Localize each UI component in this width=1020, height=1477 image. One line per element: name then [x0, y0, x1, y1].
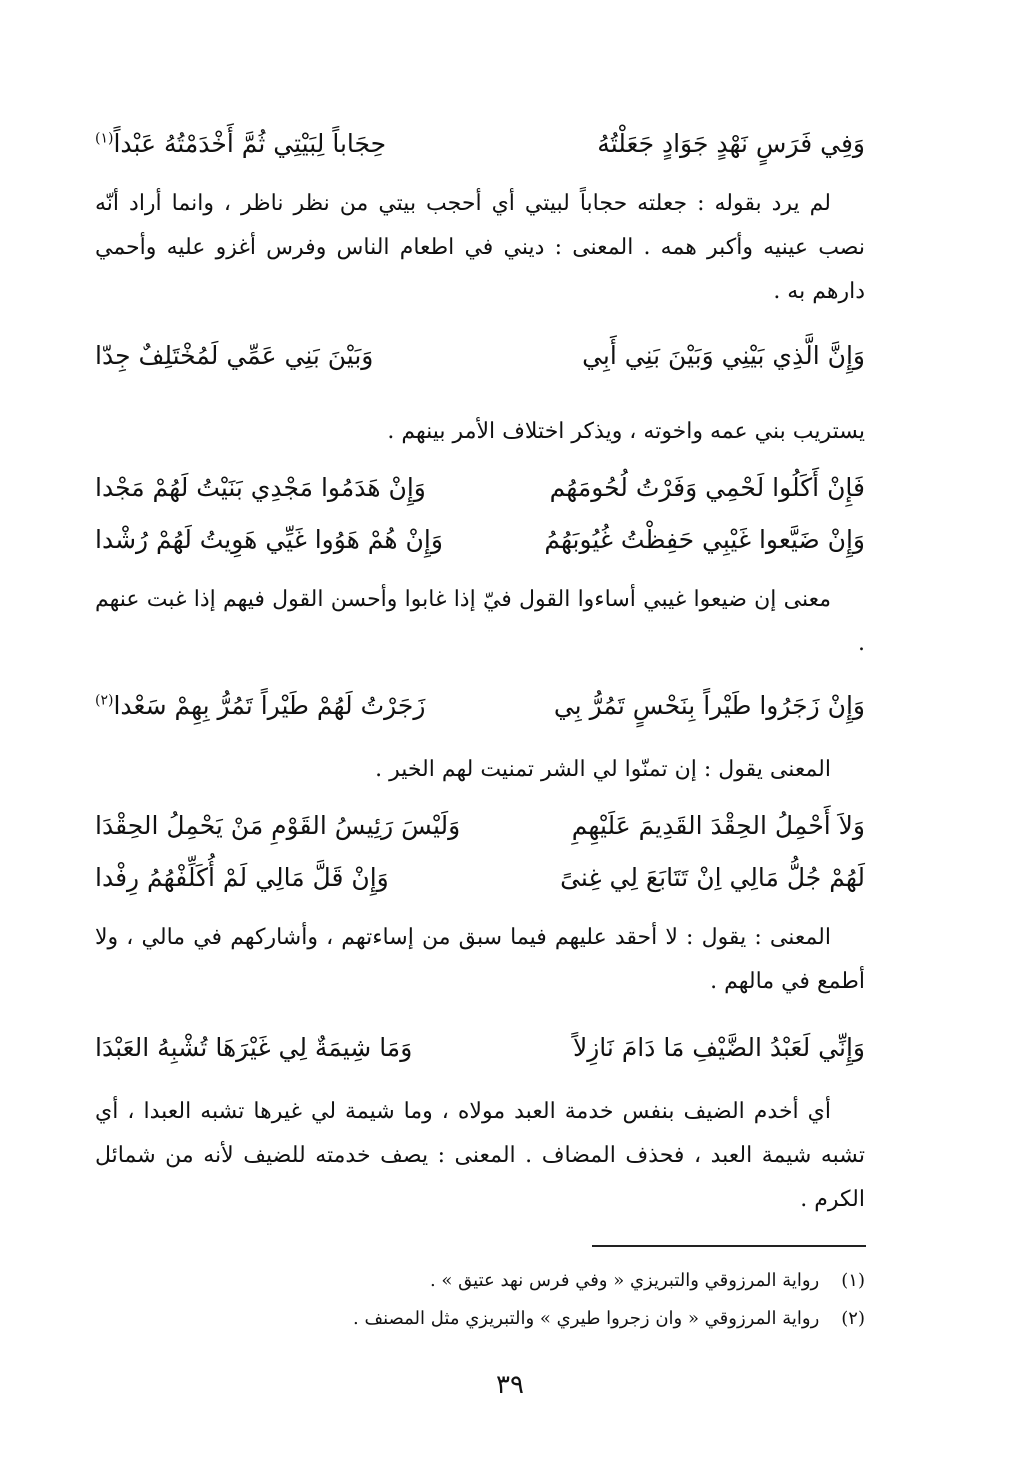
verse-line — [95, 514, 865, 566]
verse-block-1 — [95, 118, 865, 170]
commentary-paragraph: المعنى يقول : إن تمنّوا لي الشر تمنيت لهم الخير . — [375, 757, 831, 782]
verse-line — [95, 800, 865, 852]
verse-block-6 — [95, 800, 865, 904]
footnote-text: رواية المرزوقي « وان زجروا طيري » والتبريزي مثل المصنف . — [353, 1308, 820, 1329]
footnote-number: (٢) — [841, 1308, 865, 1329]
verse-first-hemistich: وَإِنَّ الَّذِي بَيْنِي وَبَيْنَ بَنِي أَبِي — [582, 341, 865, 370]
verse-second-hemistich — [95, 680, 425, 732]
verse-first-hemistich: وَإِنِّي لَعَبْدُ الضَّيْفِ مَا دَامَ نَازِلاً — [572, 1033, 865, 1062]
footnotes — [95, 1262, 865, 1338]
verse-second-hemistich: وَإِنْ قَلَّ مَالِي لَمْ أُكَلِّفْهُمُ رِفْدا — [95, 863, 389, 892]
footnote-item — [95, 1300, 865, 1338]
verse-second-text: حِجَاباً لِبَيْتِي ثُمَّ أَخْدَمْتُهُ عَبْداً — [113, 129, 387, 158]
verse-second-hemistich: وَإِنْ هَدَمُوا مَجْدِي بَنَيْتُ لَهُمْ مَجْدا — [95, 473, 426, 502]
verse-second-hemistich — [95, 118, 386, 170]
commentary-paragraph: المعنى : يقول : لا أحقد عليهم فيما سبق من إساءتهم ، وأشاركهم في مالي ، ولا أطمع في مالهم . — [95, 925, 865, 994]
verse-first-hemistich: وَإِنْ ضَيَّعوا غَيْبِي حَفِظْتُ غُيُوبَهُمُ — [544, 525, 865, 554]
commentary-paragraph: معنى إن ضيعوا غيبي أساءوا القول فيّ إذا غابوا وأحسن القول فيهم إذا غبت عنهم . — [95, 587, 865, 656]
page-number: ٣٩ — [496, 1370, 524, 1400]
verse-line — [95, 462, 865, 514]
commentary-block-3 — [95, 578, 865, 666]
verse-first-hemistich: وَلاَ أَحْمِلُ الحِقْدَ القَدِيمَ عَلَيْهِمِ — [571, 811, 865, 840]
verse-first-hemistich: وَإِنْ زَجَرُوا طَيْراً بِنَحْسٍ تَمُرُّ بِي — [553, 691, 865, 720]
verse-second-hemistich: وَلَيْسَ رَئِيسُ القَوْمِ مَنْ يَحْمِلُ الحِقْدَا — [95, 811, 461, 840]
verse-block-5 — [95, 680, 865, 732]
verse-second-hemistich: وَمَا شِيمَةٌ لِي غَيْرَهَا تُشْبِهُ العَبْدَا — [95, 1033, 413, 1062]
verse-block-8 — [95, 1022, 865, 1074]
commentary-block-1 — [95, 182, 865, 314]
verse-line — [95, 680, 865, 732]
verse-line — [95, 1022, 865, 1074]
verse-first-hemistich: فَإِنْ أَكَلُوا لَحْمِي وَفَرْتُ لُحُومَهُم — [549, 473, 865, 502]
verse-second-text: زَجَرْتُ لَهُمْ طَيْراً تَمُرُّ بِهِمْ سَعْدا — [113, 691, 426, 720]
footnote-marker: (٢) — [95, 692, 114, 709]
commentary-block-4 — [95, 748, 865, 792]
verse-block-3 — [95, 462, 865, 566]
commentary-paragraph: لم يرد بقوله : جعلته حجاباً لبيتي أي أحجب بيتي من نظر ناظر ، وانما أراد أنّه نصب عينيه وأكبر همه . المعنى : ديني في اطعام الناس وفرس أغزو عليه وأحمي دارهم به . — [95, 191, 865, 304]
commentary-paragraph: أي أخدم الضيف بنفس خدمة العبد مولاه ، وما شيمة لي غيرها تشبه العبدا ، أي تشبه شيمة العبد ، فحذف المضاف . المعنى : يصف خدمته للضيف لأنه من شمائل الكرم . — [95, 1099, 865, 1212]
footnote-marker: (١) — [95, 130, 114, 147]
commentary-block-6 — [95, 1090, 865, 1222]
verse-first-hemistich: لَهُمْ جُلُّ مَالِي اِنْ تَتَابَعَ لِي غِنىً — [560, 863, 865, 892]
footnote-divider — [592, 1245, 866, 1247]
verse-second-hemistich: وَبَيْنَ بَنِي عَمِّي لَمُخْتَلِفٌ جِدّا — [95, 341, 374, 370]
commentary-paragraph: يستريب بني عمه واخوته ، ويذكر اختلاف الأمر بينهم . — [387, 419, 865, 444]
footnote-item — [95, 1262, 865, 1300]
commentary-block-5 — [95, 916, 865, 1004]
verse-block-2 — [95, 330, 865, 382]
verse-line — [95, 330, 865, 382]
verse-line — [95, 852, 865, 904]
footnote-text: رواية المرزوقي والتبريزي « وفي فرس نهد عتيق » . — [429, 1270, 820, 1291]
verse-line — [95, 118, 865, 170]
footnote-number: (١) — [841, 1270, 865, 1291]
verse-first-hemistich: وَفِي فَرَسٍ نَهْدٍ جَوَادٍ جَعَلْتُهُ — [597, 129, 865, 158]
verse-second-hemistich: وَإِنْ هُمْ هَوُوا غَيِّي هَوِيتُ لَهُمْ رُشْدا — [95, 525, 443, 554]
commentary-block-2 — [95, 410, 865, 454]
